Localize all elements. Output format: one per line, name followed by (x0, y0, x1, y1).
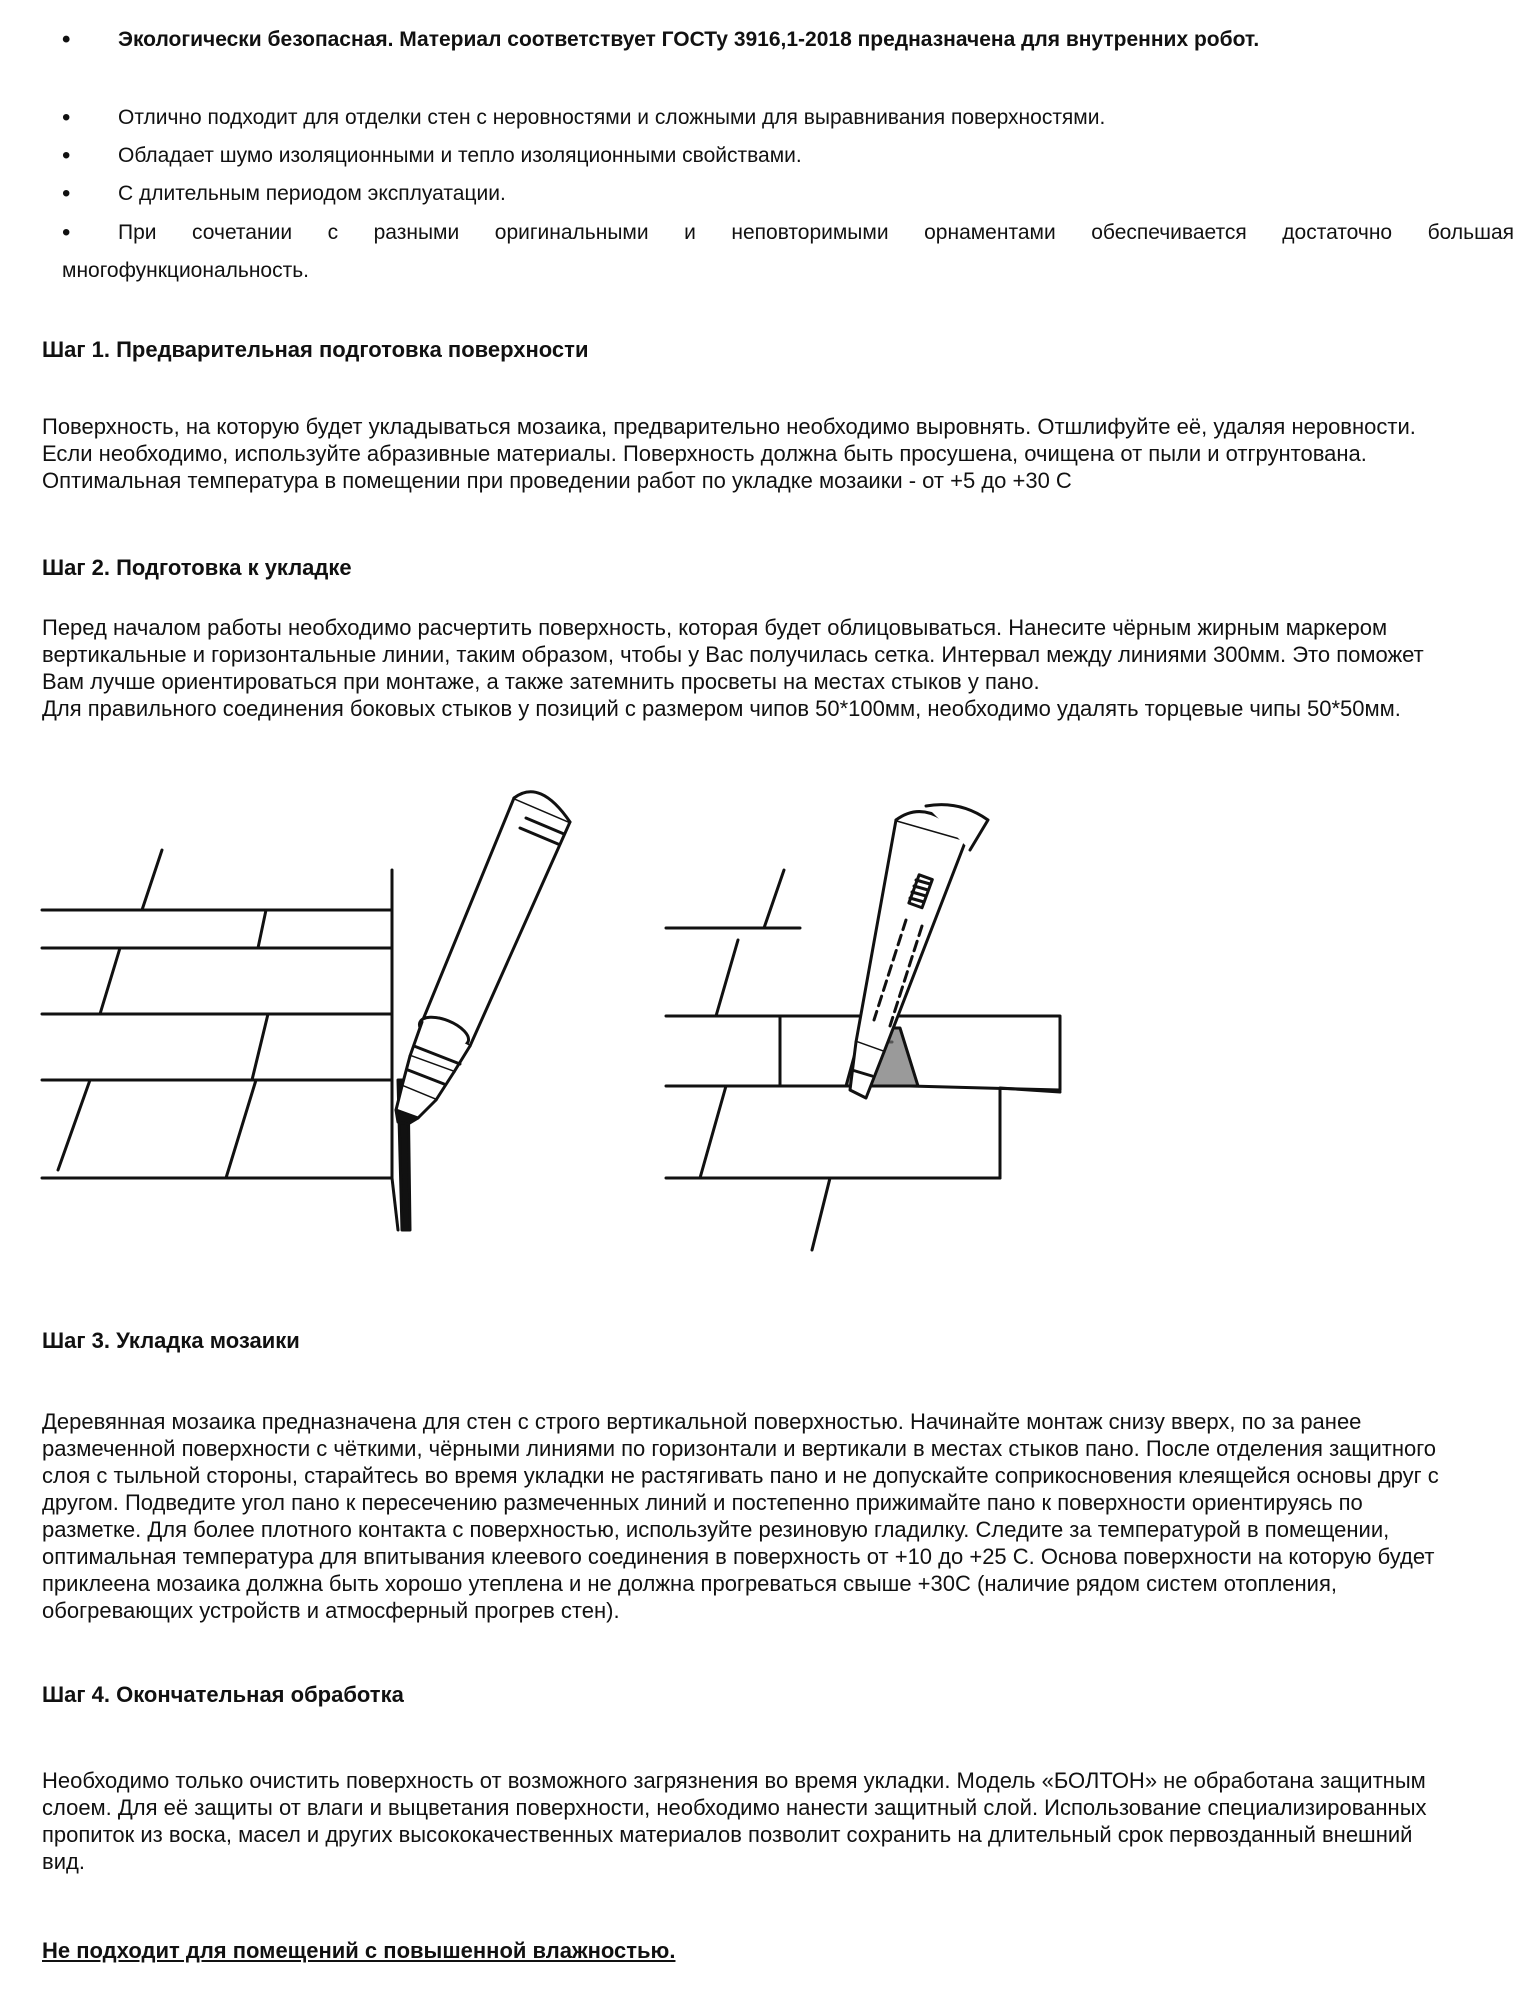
word: обеспечивается (1091, 221, 1247, 244)
step1-line: Если необходимо, используйте абразивные материалы. Поверхность должна быть просушена, очищена от пыли и отгрунтована. (42, 441, 1367, 466)
step2-line: Перед началом работы необходимо расчертить поверхность, которая будет облицовываться. Нанесите чёрным жирным маркером (42, 615, 1388, 640)
step3-line: оптимальная температура для впитывания клеевого соединения в поверхность от +10 до +25 С. Основа поверхности на которую будет (42, 1544, 1435, 1569)
word: и (684, 221, 696, 244)
step3-heading: Шаг 3. Укладка мозаики (42, 1328, 300, 1353)
step3-line: другом. Подведите угол пано к пересечению размеченных линий и постепенно прижимайте пано к поверхности ориентируясь по (42, 1490, 1363, 1515)
step3-line: Деревянная мозаика предназначена для стен с строго вертикальной поверхностью. Начинайте монтаж снизу вверх, по за ранее (42, 1409, 1362, 1434)
step3-line: приклеена мозаика должна быть хорошо утеплена и не должна прогреваться свыше +30С (наличие рядом систем отопления, (42, 1571, 1337, 1596)
step3-line: слоя с тыльной стороны, старайтесь во время укладки не растягивать пано и не допускайте соприкосновения клеящейся основы друг с (42, 1463, 1439, 1488)
word: большая (1427, 221, 1514, 244)
word: При (118, 221, 157, 244)
step3-line: размеченной поверхности с чёткими, чёрными линиями по горизонтали и вертикали в местах стыков пано. После отделения защитного (42, 1436, 1437, 1461)
bullet-dot: • (62, 180, 71, 207)
word: оригинальными (494, 221, 649, 244)
word: неповторимыми (731, 221, 889, 244)
bullet-dot: • (62, 26, 71, 53)
step4-line: пропиток из воска, масел и других высококачественных материалов позволит сохранить на длительный срок первозданный внешний (42, 1822, 1413, 1847)
utility-knife-cutting-chips-icon (660, 780, 1080, 1260)
step4-line: вид. (42, 1849, 85, 1874)
word: орнаментами (924, 221, 1056, 244)
step2-line: Вам лучше ориентироваться при монтаже, а также затемнить просветы на местах стыков у пано. (42, 669, 1040, 694)
step3-line: разметке. Для более плотного контакта с поверхностью, используйте резиновую гладилку. Следите за температурой в помещении, (42, 1517, 1390, 1542)
step1-line: Оптимальная температура в помещении при проведении работ по укладке мозаики - от +5 до +30 С (42, 468, 1072, 493)
word: достаточно (1282, 221, 1393, 244)
step4-heading: Шаг 4. Окончательная обработка (42, 1682, 404, 1707)
bullet-dot: • (62, 142, 71, 169)
step2-paragraph (42, 614, 1514, 722)
step2-heading: Шаг 2. Подготовка к укладке (42, 555, 352, 580)
step3-paragraph (42, 1408, 1514, 1624)
step1-paragraph (42, 413, 1514, 494)
bullet-2-text: Отлично подходит для отделки стен с неровностями и сложными для выравнивания поверхностями. (118, 106, 1106, 129)
step1-line: Поверхность, на которую будет укладываться мозаика, предварительно необходимо выровнять. Отшлифуйте её, удаляя неровности. (42, 414, 1416, 439)
step2-line: Для правильного соединения боковых стыков у позиций с размером чипов 50*100мм, необходимо удалять торцевые чипы 50*50мм. (42, 696, 1401, 721)
humidity-warning: Не подходит для помещений с повышенной влажностью. (42, 1938, 676, 1963)
bullet-dot: • (62, 219, 71, 246)
step1-heading: Шаг 1. Предварительная подготовка поверхности (42, 337, 589, 362)
bullet-dot: • (62, 104, 71, 131)
bullet-3-text: Обладает шумо изоляционными и тепло изоляционными свойствами. (118, 144, 802, 167)
step4-paragraph (42, 1767, 1514, 1875)
word: разными (373, 221, 460, 244)
bullet-1-text: Экологически безопасная. Материал соответствует ГОСТу 3916,1-2018 предназначена для внутренних робот. (118, 28, 1260, 51)
step2-line: вертикальные и горизонтальные линии, таким образом, чтобы у Вас получилась сетка. Интервал между линиями 300мм. Это поможет (42, 642, 1424, 667)
bullet-5-continuation: многофункциональность. (62, 259, 309, 282)
step3-line: обогревающих устройств и атмосферный прогрев стен). (42, 1598, 620, 1623)
step4-line: Необходимо только очистить поверхность от возможного загрязнения во время укладки. Модель «БОЛТОН» не обработана защитным (42, 1768, 1426, 1793)
marker-drawing-lines-icon (30, 770, 630, 1240)
word: сочетании (192, 221, 293, 244)
bullet-4-text: С длительным периодом эксплуатации. (118, 182, 506, 205)
word: с (327, 221, 339, 244)
bullet-5-justified (118, 221, 1514, 245)
step4-line: слоем. Для её защиты от влаги и выцветания поверхности, необходимо нанести защитный слой. Использование специализированных (42, 1795, 1427, 1820)
